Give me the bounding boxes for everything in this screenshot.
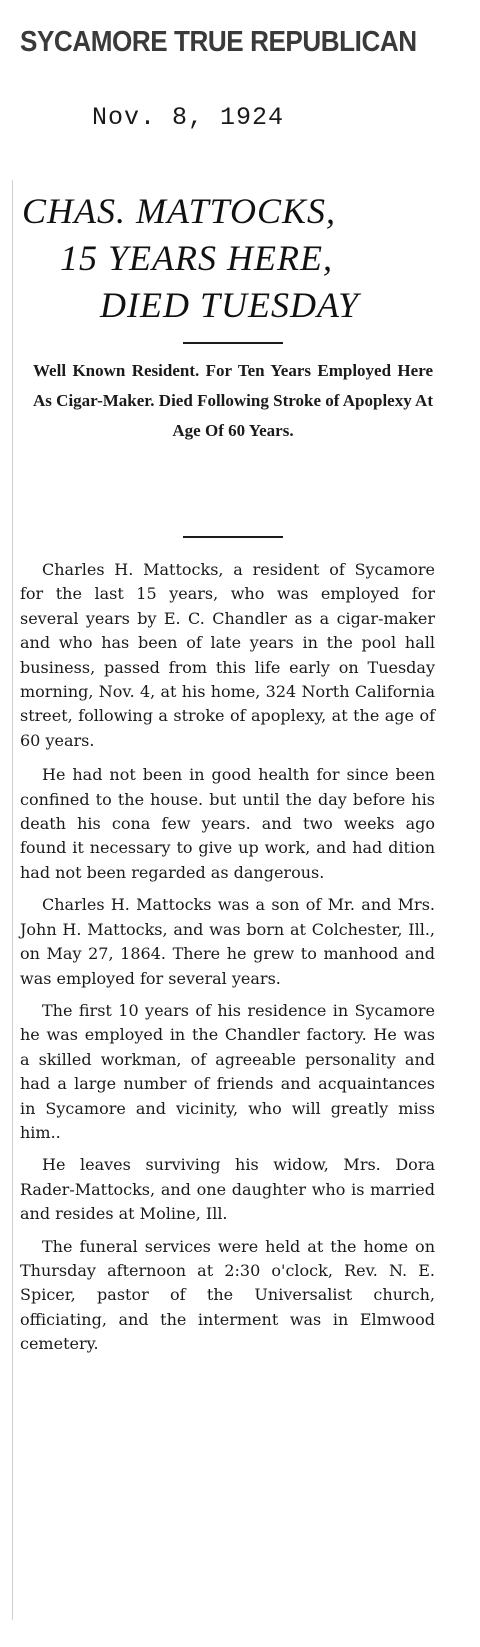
article-paragraph: The first 10 years of his residence in Sycamore he was employed in the Chandler factory. He was a skilled workman, of agreeable personality and had a large number of friends and acquaintances in Sycamore and vicinity, who will greatly miss him.. <box>20 1000 435 1142</box>
article-paragraph: He had not been in good health for since been confined to the house. but until the day before his death his cona few years. and two weeks ago found it necessary to give up work, and had dition had not been regarded as dangerous. <box>20 765 435 882</box>
headline-line-3: DIED TUESDAY <box>100 285 360 325</box>
headline-divider <box>183 342 283 344</box>
article-paragraph: He leaves surviving his widow, Mrs. Dora Rader-Mattocks, and one daughter who is married and resides at Moline, Ill. <box>20 1155 435 1224</box>
article-body <box>20 558 435 1365</box>
article-paragraph: Charles H. Mattocks, a resident of Sycamore for the last 15 years, who was employed for several years by E. C. Chandler as a cigar-maker and who has been of late years in the pool hall business, passed from this life early on Tuesday morning, Nov. 4, at his home, 324 North California street, following a stroke of apoplexy, at the age of 60 years. <box>20 560 435 750</box>
article-paragraph: Charles H. Mattocks was a son of Mr. and Mrs. John H. Mattocks, and was born at Colchester, Ill., on May 27, 1864. There he grew to manhood and was employed for several years. <box>20 895 435 988</box>
article-paragraph: The funeral services were held at the home on Thursday afternoon at 2:30 o'clock, Rev. N. E. Spicer, pastor of the Universalist church, officiating, and the interment was in Elmwood cemetery. <box>20 1236 435 1354</box>
headline-line-1: CHAS. MATTOCKS, <box>22 191 337 231</box>
publication-date: Nov. 8, 1924 <box>92 103 285 132</box>
deck-divider <box>183 536 283 538</box>
column-edge-line <box>12 180 13 1620</box>
subheadline-deck: Well Known Resident. For Ten Years Employed Here As Cigar-Maker. Died Following Stroke of Apoplexy At Age Of 60 Years. <box>33 361 433 440</box>
headline-line-2: 15 YEARS HERE, <box>60 238 333 278</box>
masthead: SYCAMORE TRUE REPUBLICAN <box>20 26 417 58</box>
